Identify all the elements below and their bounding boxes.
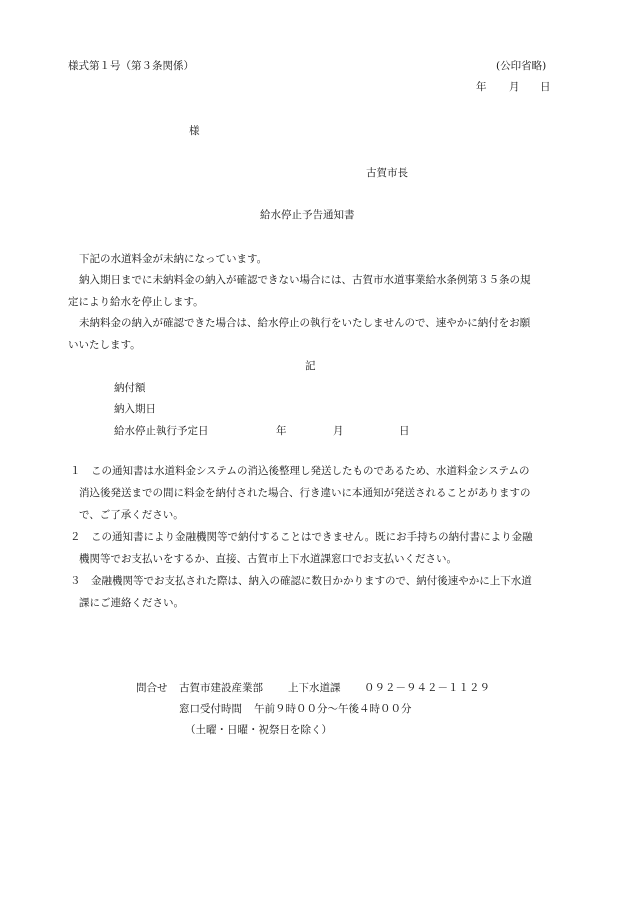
contact-department: 古賀市建設産業部 [179, 682, 263, 694]
note-line: この通知書は水道料金システムの消込後整理し発送したものであるため、水道料金システムの [91, 465, 530, 477]
date-year-label: 年 [476, 81, 487, 93]
note-number: ３ [70, 575, 81, 587]
note-number: ２ [70, 531, 81, 543]
date-day-label: 日 [540, 81, 551, 93]
body-line: いいたします。 [68, 339, 141, 351]
issuer-name: 古賀市長 [366, 167, 408, 179]
stop-date-label: 給水停止執行予定日 [114, 425, 209, 437]
contact-label: 問合せ [136, 682, 168, 694]
amount-label: 納付額 [114, 382, 146, 394]
note-line: 消込後発送までの間に料金を納付された場合、行き違いに本通知が発送されることがありますの [79, 487, 531, 499]
stop-date-day: 日 [399, 425, 410, 437]
form-number: 様式第１号（第３条関係） [68, 60, 194, 72]
hours-exclusion: （土曜・日曜・祝祭日を除く） [185, 724, 332, 736]
seal-omitted-note: (公印省略) [496, 60, 547, 72]
note-line: 機関等でお支払いをするか、直接、古賀市上下水道課窓口でお支払いください。 [79, 553, 457, 565]
body-line: 納入期日までに未納料金の納入が確認できない場合には、古賀市水道事業給水条例第３５条の規 [79, 274, 531, 286]
addressee-honorific: 様 [189, 125, 200, 137]
document-title: 給水停止予告通知書 [260, 209, 355, 221]
due-date-label: 納入期日 [114, 403, 156, 415]
note-line: 金融機関等でお支払された際は、納入の確認に数日かかりますので、納付後速やかに上下水道 [91, 575, 532, 587]
stop-date-year: 年 [276, 425, 287, 437]
stop-date-month: 月 [333, 425, 344, 437]
note-line: この通知書により金融機関等で納付することはできません。既にお手持ちの納付書により金融 [91, 531, 533, 543]
contact-phone: ０９２－９４２－１１２９ [364, 682, 490, 694]
hours-value: 午前９時００分～午後４時００分 [254, 703, 412, 715]
date-month-label: 月 [509, 81, 520, 93]
note-line: で、ご了承ください。 [79, 509, 184, 521]
ki-heading: 記 [305, 360, 316, 372]
contact-section: 上下水道課 [288, 682, 341, 694]
note-number: １ [70, 465, 81, 477]
body-line: 定により給水を停止します。 [68, 296, 204, 308]
body-line: 未納料金の納入が確認できた場合は、給水停止の執行をいたしませんので、速やかに納付をお願 [79, 317, 531, 329]
hours-label: 窓口受付時間 [179, 703, 242, 715]
body-line: 下記の水道料金が未納になっています。 [79, 253, 268, 265]
note-line: 課にご連絡ください。 [79, 597, 184, 609]
